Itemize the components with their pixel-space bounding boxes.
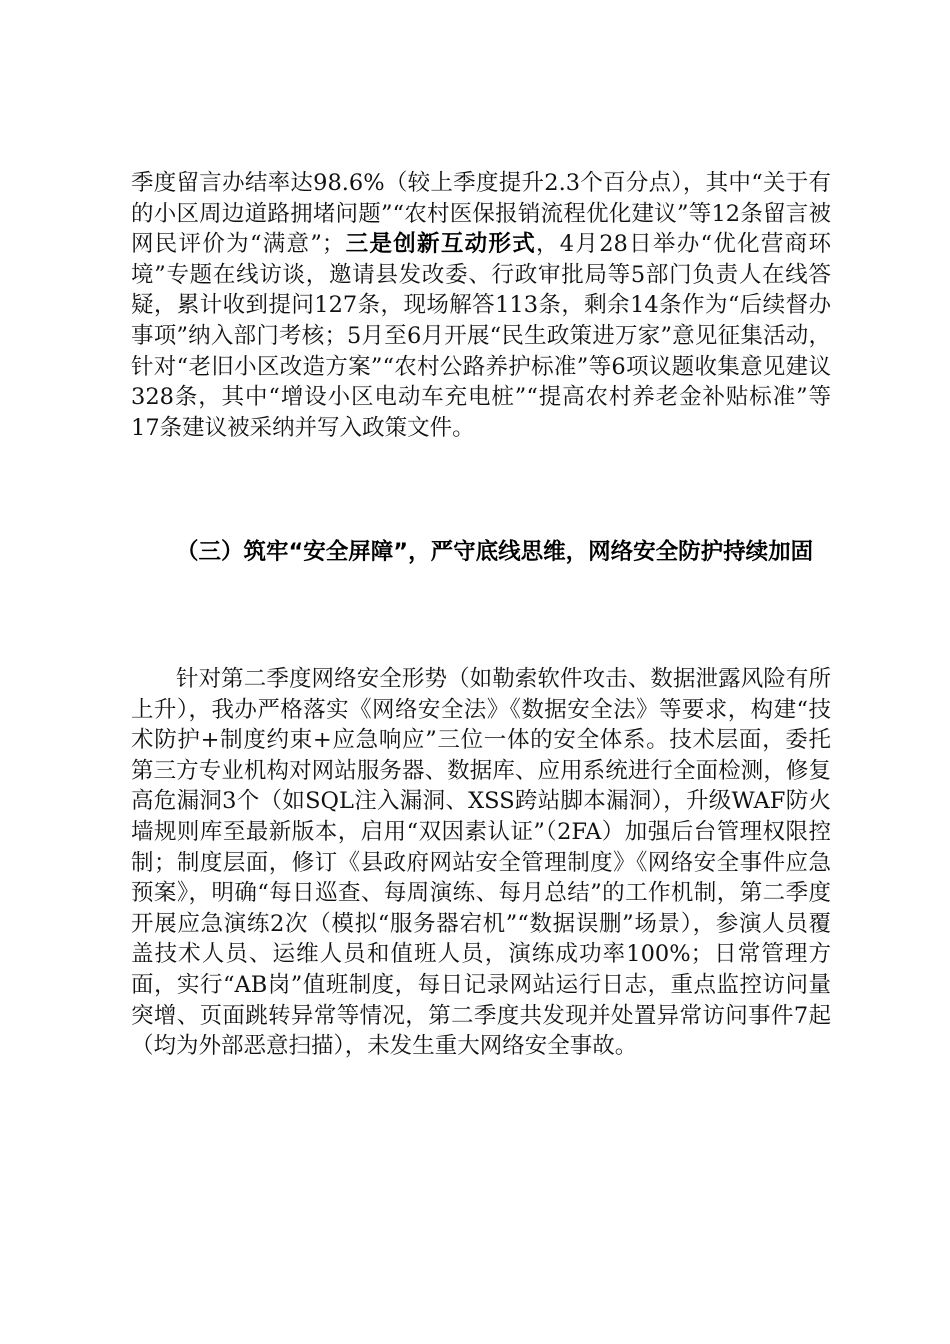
section-heading: （三）筑牢“安全屏障”，严守底线思维，网络安全防护持续加固 xyxy=(176,539,814,565)
bold-phrase: 三是创新互动形式 xyxy=(344,231,537,258)
paragraph-network-security: 针对第二季度网络安全形势（如勒索软件攻击、数据泄露风险有所上升），我办严格落实《网络安全法》《数据安全法》等要求，构建“技术防护+制度约束+应急响应”三位一体的安全体系。技术层面，委托第三方专业机构对网站服务器、数据库、应用系统进行全面检测，修复高危漏洞3个（如SQL注入漏洞、XSS跨站脚本漏洞），升级WAF防火墙规则库至最新版本，启用“双因素认证”（2FA）加强后台管理权限控制；制度层面，修订《县政府网站安全管理制度》《网络安全事件应急预案》，明确“每日巡查、每周演练、每月总结”的工作机制，第二季度开展应急演练2次（模拟“服务器宕机”“数据误删”场景），参演人员覆盖技术人员、运维人员和值班人员，演练成功率100%；日常管理方面，实行“AB岗”值班制度，每日记录网站运行日志，重点监控访问量突增、页面跳转异常等情况，第二季度共发现并处置异常访问事件7起（均为外部恶意扫描），未发生重大网络安全事故。 xyxy=(131,666,831,1060)
paragraph-public-interaction xyxy=(131,168,831,443)
paragraph-text: 季度留言办结率达98.6%（较上季度提升2.3个百分点），其中“关于有的小区周边道路拥堵问题”“农村医保报销流程优化建议”等12条留言被网民评价为“满意”； xyxy=(131,170,831,258)
paragraph-text-continued: ，4月28日举办“优化营商环境”专题在线访谈，邀请县发改委、行政审批局等5部门负责人在线答疑，累计收到提问127条，现场解答113条，剩余14条作为“后续督办事项”纳入部门考核；5月至6月开展“民生政策进万家”意见征集活动，针对“老旧小区改造方案”“农村公路养护标准”等6项议题收集意见建议328条，其中“增设小区电动车充电桩”“提高农村养老金补贴标准”等17条建议被采纳并写入政策文件。 xyxy=(131,231,831,441)
